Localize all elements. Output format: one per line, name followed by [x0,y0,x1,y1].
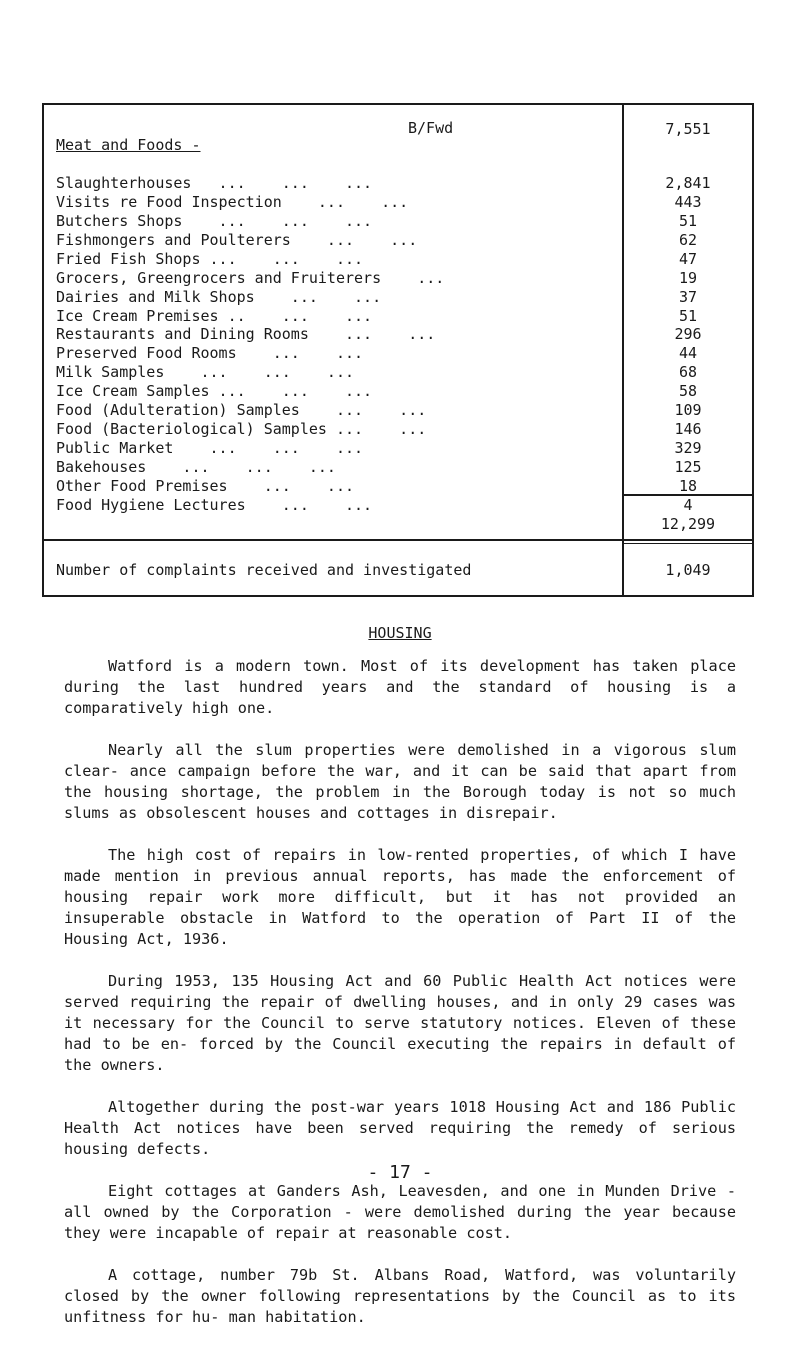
table-row-label: Other Food Premises ... ... [56,476,355,495]
housing-text [64,656,736,1349]
table-row-label: Grocers, Greengrocers and Fruiterers ... [56,268,445,287]
table-row-value: 62 [678,230,698,249]
table-row-value: 68 [678,363,698,382]
table-row-value: 125 [674,457,702,476]
housing-paragraph: Altogether during the post-war years 1018 Housing Act and 186 Public Health Act notices have been served requiring the remedy of serious housing defects. [64,1098,736,1158]
housing-paragraph: During 1953, 135 Housing Act and 60 Public Health Act notices were served requiring the repair of dwelling houses, and in only 29 cases was it necessary for the Council to serve statutory notices. Eleven of these had to be en- forced by the Council executing the repairs in default of the owners. [64,972,736,1074]
page-number: - 17 - [367,1162,433,1183]
column-divider [622,103,624,597]
table-row-value: 2,841 [665,174,711,192]
table-row-label: Visits re Food Inspection ... ... [56,192,409,211]
table-row-label: Milk Samples ... ... ... [56,363,355,382]
table-row-label: Fishmongers and Poulterers ... ... [56,230,418,249]
complaints-value: 1,049 [665,561,711,579]
table-row-label: Dairies and Milk Shops ... ... [56,287,382,306]
table-border-top [42,103,754,105]
inspections-table [42,103,754,597]
table-row-label: Preserved Food Rooms ... ... [56,344,364,363]
table-row-value: 44 [678,344,698,363]
table-row-value: 47 [678,249,698,268]
section-heading: Meat and Foods - [56,136,201,154]
table-row-label: Food (Adulteration) Samples ... ... [56,401,427,420]
table-row-value: 19 [678,268,698,287]
complaints-label: Number of complaints received and investigated [56,561,472,579]
housing-paragraph: Watford is a modern town. Most of its development has taken place during the last hundred years and the standard of housing is a comparatively high one. [64,657,736,717]
housing-paragraph: A cottage, number 79b St. Albans Road, Watford, was voluntarily closed by the owner following representations by the Council as to its unfitness for hu- man habitation. [64,1266,736,1326]
table-row-value: 443 [674,192,702,211]
table-row-label: Food Hygiene Lectures ... ... [56,495,373,514]
table-row-value: 51 [678,306,698,325]
table-row-label: Restaurants and Dining Rooms ... ... [56,325,436,344]
table-row-label: Food (Bacteriological) Samples ... ... [56,420,427,439]
housing-title: HOUSING [368,624,432,642]
table-row-label: Ice Cream Samples ... ... ... [56,382,373,401]
table-row-label: Public Market ... ... ... [56,439,364,458]
table-row-value: 4 [683,495,693,514]
table-row-label: Fried Fish Shops ... ... ... [56,249,364,268]
bfwd-value: 7,551 [665,120,711,138]
table-row-label: Slaughterhouses ... ... ... [56,174,373,192]
table-row-value: 51 [678,211,698,230]
table-row-value: 109 [674,401,702,420]
section-rule-double [622,543,754,544]
table-row-value: 18 [678,476,698,495]
housing-paragraph: Eight cottages at Ganders Ash, Leavesden, and one in Munden Drive - all owned by the Corporation - were demolished during the year because they were incapable of repair at reasonable cost. [64,1182,736,1242]
table-border-right [752,103,754,597]
table-row-value: 296 [674,325,702,344]
section-rule [42,539,754,541]
table-border-left [42,103,44,597]
table-row-label: Butchers Shops ... ... ... [56,211,373,230]
table-row-value: 58 [678,382,698,401]
table-row-value: 37 [678,287,698,306]
table-row-value: 329 [674,439,702,458]
table-row-label: Ice Cream Premises .. ... ... [56,306,373,325]
bfwd-label: B/Fwd [408,119,454,137]
table-row-label: Bakehouses ... ... ... [56,457,336,476]
total-value: 12,299 [660,515,716,533]
housing-paragraph: The high cost of repairs in low-rented properties, of which I have made mention in previous annual reports, has made the enforcement of housing repair work more difficult, but it has not provided an insuperable obstacle in Watford to the operation of Part II of the Housing Act, 1936. [64,846,736,948]
table-row-value: 146 [674,420,702,439]
table-border-bottom [42,595,754,597]
housing-paragraph: Nearly all the slum properties were demolished in a vigorous slum clear- ance campaign before the war, and it can be said that apart from the housing shortage, the problem in the Borough today is not so much slums as obsolescent houses and cottages in disrepair. [64,741,736,822]
